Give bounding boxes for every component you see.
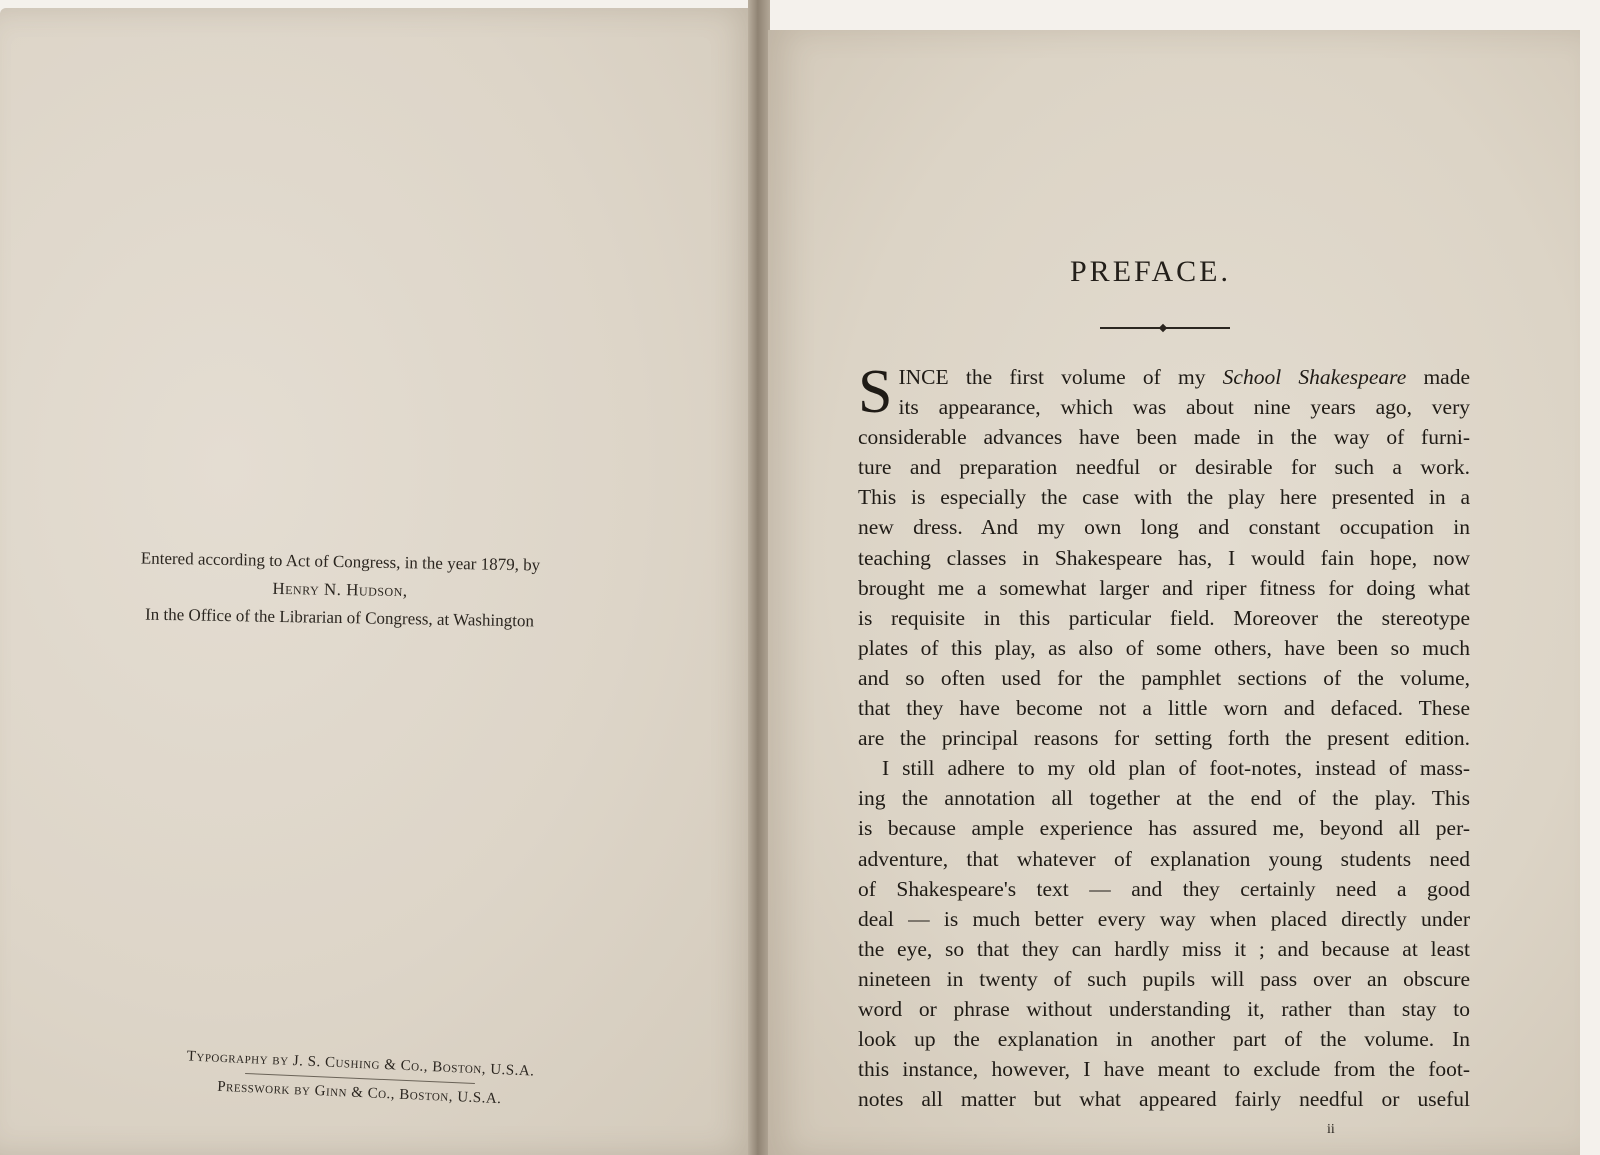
text-line: notes all matter but what appeared fairly needful or useful — [858, 1087, 1470, 1112]
text-line: that they have become not a little worn and defaced. These — [858, 696, 1470, 721]
text-line: deal — is much better every way when placed directly under — [858, 906, 1470, 931]
text-line: and so often used for the pamphlet sections of the volume, — [858, 665, 1470, 690]
text-line: word or phrase without understanding it, rather than stay to — [858, 996, 1470, 1021]
text-line: is because ample experience has assured me, beyond all per- — [858, 816, 1470, 841]
text-line: look up the explanation in another part of the volume. In — [858, 1027, 1470, 1052]
book-title-italic: School Shakespeare — [1222, 365, 1407, 389]
text-line: This is especially the case with the play here presented in a — [858, 485, 1470, 510]
copyright-line-3: In the Office of the Librarian of Congress, at Washington — [144, 604, 535, 631]
copyright-author: Henry N. Hudson, — [272, 578, 408, 601]
text-line: are the principal reasons for setting forth the present edition. — [858, 726, 1470, 751]
text-line: new dress. And my own long and constant occupation in — [858, 515, 1470, 540]
book-gutter — [748, 0, 770, 1155]
text-line: nineteen in twenty of such pupils will pass over an obscure — [858, 966, 1470, 991]
text-line: brought me a somewhat larger and riper fitness for doing what — [858, 575, 1470, 600]
text-line: the eye, so that they can hardly miss it ; and because at least — [858, 936, 1470, 961]
text-line: this instance, however, I have meant to exclude from the foot- — [858, 1057, 1470, 1082]
copyright-line-1: Entered according to Act of Congress, in the year 1879, by — [140, 548, 541, 575]
text-line: I still adhere to my old plan of foot-notes, instead of mass- — [882, 756, 1470, 781]
preface-body — [858, 358, 1470, 1114]
text-line: adventure, that whatever of explanation young students need — [858, 846, 1470, 871]
text-line: ture and preparation needful or desirable for such a work. — [858, 455, 1470, 480]
text-line: of Shakespeare's text — and they certainly need a good — [858, 876, 1470, 901]
page-title: PREFACE. — [1070, 255, 1231, 288]
drop-cap: S — [858, 358, 893, 426]
text-line: its appearance, which was about nine years ago, very — [898, 395, 1470, 420]
copyright-notice — [69, 543, 610, 636]
text-line: considerable advances have been made in the way of furni- — [858, 425, 1470, 450]
title-ornament-rule — [1100, 327, 1230, 329]
imprint-typography: Typography by J. S. Cushing & Co., Boston, U.S.A. — [186, 1048, 535, 1080]
text-line: plates of this play, as also of some others, have been so much — [858, 635, 1470, 660]
signature-mark: ii — [1327, 1122, 1335, 1137]
imprint-presswork: Presswork by Ginn & Co., Boston, U.S.A. — [216, 1078, 502, 1108]
text-line: ing the annotation all together at the end of the play. This — [858, 786, 1470, 811]
text-line: is requisite in this particular field. Moreover the stereotype — [858, 605, 1470, 630]
text-line: INCE the first volume of my School Shakespeare made — [898, 365, 1470, 389]
text-line: teaching classes in Shakespeare has, I would fain hope, now — [858, 545, 1470, 570]
